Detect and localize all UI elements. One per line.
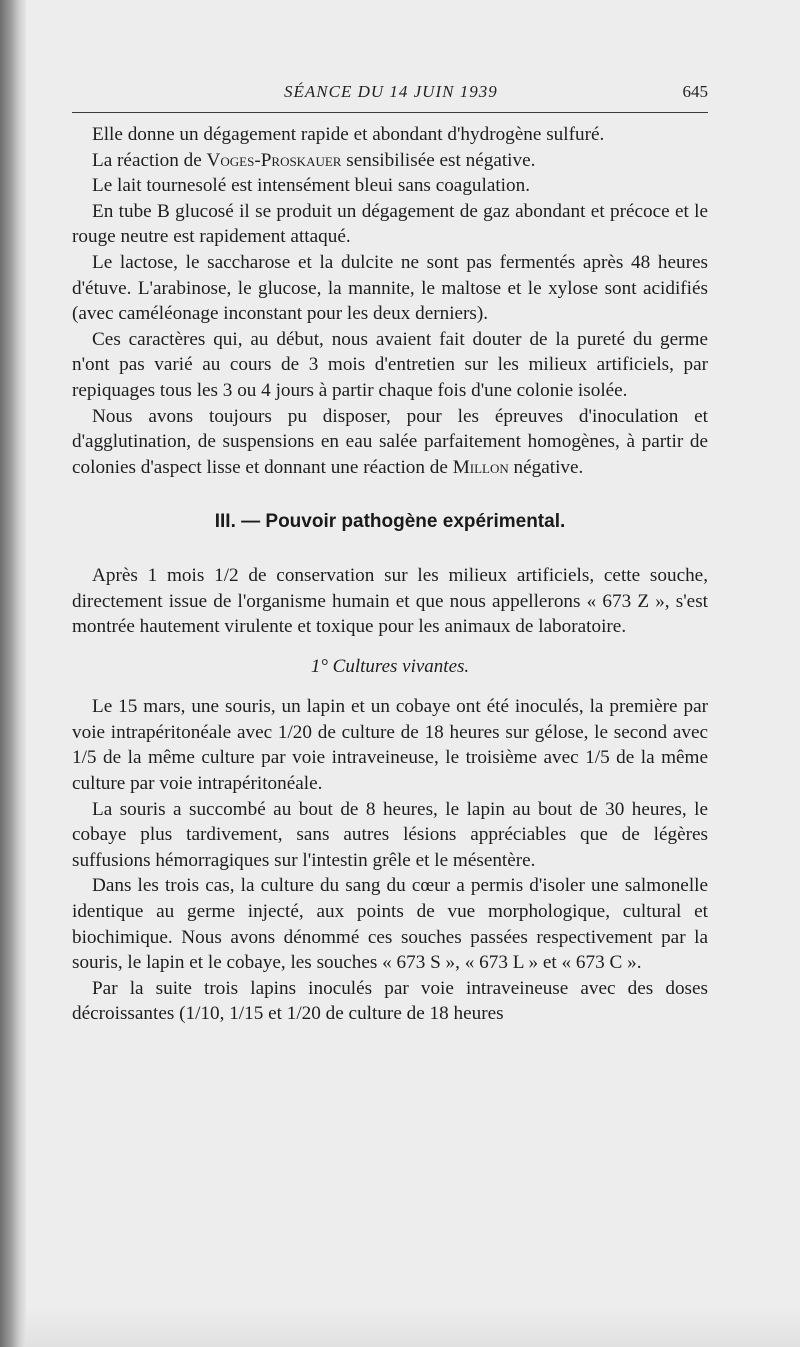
body-text	[72, 122, 708, 1027]
running-title: SÉANCE DU 14 JUIN 1939	[284, 82, 498, 101]
paragraph: Ces caractères qui, au début, nous avaient fait douter de la pureté du germe n'ont pas varié au cours de 3 mois d'entretien sur les milieux artificiels, par repiquages tous les 3 ou 4 jours à partir chaque fois d'une colonie isolée.	[72, 328, 708, 401]
page-header	[72, 78, 708, 113]
paragraph: La réaction de Voges-Proskauer sensibilisée est négative.	[92, 149, 536, 171]
paragraph: Elle donne un dégagement rapide et abondant d'hydrogène sulfuré.	[92, 124, 605, 145]
book-spine-shadow	[0, 0, 26, 1347]
paragraph: En tube B glucosé il se produit un dégagement de gaz abondant et précoce et le rouge neutre est rapidement attaqué.	[72, 200, 708, 248]
page-bottom-shade	[26, 1307, 800, 1347]
paragraph: Par la suite trois lapins inoculés par voie intraveineuse avec des doses décroissantes (1/10, 1/15 et 1/20 de culture de 18 heures	[72, 977, 708, 1025]
paragraph: Nous avons toujours pu disposer, pour les épreuves d'inoculation et d'agglutination, de suspensions en eau salée parfaitement homogènes, à partir de colonies d'aspect lisse et donnant une réaction de Millon négative.	[72, 405, 708, 478]
paragraph: Dans les trois cas, la culture du sang du cœur a permis d'isoler une salmonelle identique au germe injecté, aux points de vue morphologique, cultural et biochimique. Nous avons dénommé ces souches passées respectivement par la souris, le lapin et le cobaye, les souches « 673 S », « 673 L » et « 673 C ».	[72, 875, 708, 974]
subsection-heading: 1° Cultures vivantes.	[310, 655, 470, 677]
paragraph: Après 1 mois 1/2 de conservation sur les milieux artificiels, cette souche, directement issue de l'organisme humain et que nous appellerons « 673 Z », s'est montrée hautement virulente et toxique pour les animaux de laboratoire.	[72, 564, 708, 638]
paragraph: Le lait tournesolé est intensément bleui sans coagulation.	[92, 175, 530, 197]
paragraph: La souris a succombé au bout de 8 heures, le lapin au bout de 30 heures, le cobaye plus tardivement, sans autres lésions appréciables que de légères suffusions hémorragiques sur l'intestin grêle et le mésentère.	[72, 798, 708, 871]
author-name: Voges-Proskauer	[206, 149, 342, 171]
section-heading: III. — Pouvoir pathogène expérimental.	[214, 511, 566, 533]
paragraph: Le lactose, le saccharose et la dulcite ne sont pas fermentés après 48 heures d'étuve. L'arabinose, le glucose, la mannite, le maltose et le xylose sont acidifiés (avec caméléonage inconstant pour les deux derniers).	[72, 251, 708, 325]
paragraph: Le 15 mars, une souris, un lapin et un cobaye ont été inoculés, la première par voie intrapéritonéale avec 1/20 de culture de 18 heures sur gélose, le second avec 1/5 de la même culture par voie intraveineuse, le troisième avec 1/5 de la même culture par voie intrapéritonéale.	[72, 696, 708, 795]
author-name: Millon	[452, 456, 509, 478]
page-number: 645	[682, 82, 708, 101]
